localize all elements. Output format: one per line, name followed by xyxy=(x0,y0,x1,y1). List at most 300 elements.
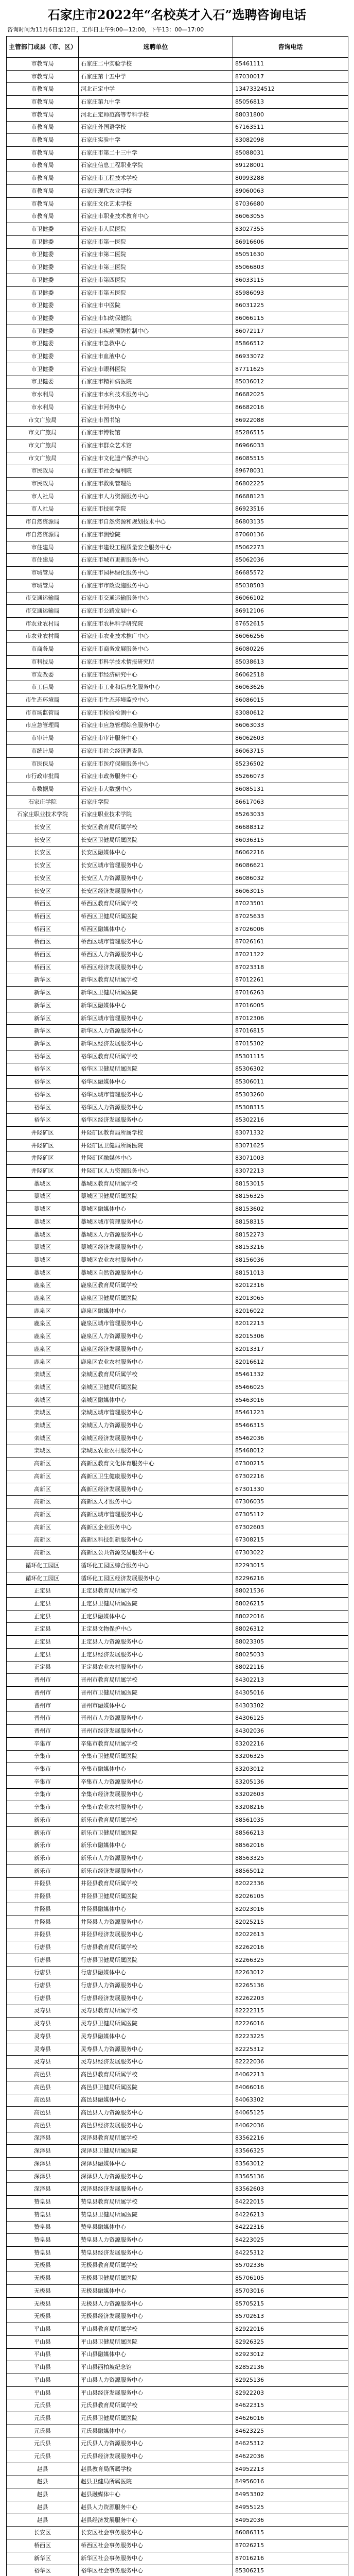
table-row xyxy=(7,1279,348,1292)
row-phone: 85303260 xyxy=(233,1088,348,1101)
row-unit: 长安区城市管理服务中心 xyxy=(79,859,233,872)
table-row xyxy=(7,1496,348,1509)
table-row xyxy=(7,503,348,516)
row-phone: 85705215 xyxy=(233,2297,348,2310)
table-row xyxy=(7,159,348,172)
table-row xyxy=(7,2183,348,2196)
row-phone: 82262016 xyxy=(233,1941,348,1954)
row-phone: 86066102 xyxy=(233,592,348,605)
row-unit: 高邑县融媒体中心 xyxy=(79,2094,233,2107)
row-dept: 市卫健委 xyxy=(7,350,79,363)
table-row xyxy=(7,1419,348,1432)
row-unit: 石家庄市工业和信息化服务中心 xyxy=(79,681,233,694)
row-phone: 85986093 xyxy=(233,286,348,299)
table-row xyxy=(7,274,348,286)
row-phone: 85306011 xyxy=(233,1076,348,1089)
row-dept: 藁城区 xyxy=(7,1203,79,1216)
table-row xyxy=(7,2514,348,2527)
table-row xyxy=(7,668,348,681)
row-dept: 市卫健委 xyxy=(7,248,79,261)
row-dept: 平山县 xyxy=(7,2374,79,2386)
row-unit: 河北正定中学 xyxy=(79,83,233,96)
row-dept: 无极县 xyxy=(7,2259,79,2272)
table-row xyxy=(7,1368,348,1381)
row-dept: 市卫健委 xyxy=(7,223,79,236)
row-unit: 石家庄第九中学 xyxy=(79,96,233,109)
row-unit: 新乐市卫健局所属医院 xyxy=(79,1826,233,1839)
row-phone: 86688312 xyxy=(233,821,348,834)
row-phone: 85056813 xyxy=(233,96,348,109)
row-phone: 86072117 xyxy=(233,325,348,337)
row-phone: 82263012 xyxy=(233,1967,348,1979)
row-dept: 市教育局 xyxy=(7,185,79,198)
row-phone: 82262203 xyxy=(233,1992,348,2005)
row-dept: 市卫健委 xyxy=(7,312,79,325)
table-row xyxy=(7,846,348,859)
row-phone: 82222315 xyxy=(233,2005,348,2018)
row-dept: 藁城区 xyxy=(7,1215,79,1228)
row-dept: 井陉矿区 xyxy=(7,1139,79,1152)
row-dept: 桥西区 xyxy=(7,923,79,936)
row-dept: 元氏县 xyxy=(7,2399,79,2412)
row-phone: 83203012 xyxy=(233,1763,348,1776)
row-unit: 平山县西柏坡纪念馆 xyxy=(79,2361,233,2374)
row-unit: 无极县卫健局所属医院 xyxy=(79,2272,233,2285)
row-dept: 新乐市 xyxy=(7,1839,79,1852)
row-unit: 石家庄市群众艺术馆 xyxy=(79,439,233,452)
row-unit: 正定县卫健局所属医院 xyxy=(79,1598,233,1611)
row-phone: 88156325 xyxy=(233,1190,348,1203)
row-dept: 无极县 xyxy=(7,2310,79,2323)
row-unit: 裕华区教育局所属学校 xyxy=(79,1050,233,1063)
row-dept: 元氏县 xyxy=(7,2437,79,2450)
table-row xyxy=(7,1852,348,1865)
row-dept: 行唐县 xyxy=(7,1992,79,2005)
row-phone: 82013317 xyxy=(233,1343,348,1356)
row-phone: 84062213 xyxy=(233,2069,348,2081)
table-row xyxy=(7,1788,348,1801)
row-phone: 84223025 xyxy=(233,2234,348,2247)
row-dept: 高邑县 xyxy=(7,2069,79,2081)
row-unit: 新华区融媒体中心 xyxy=(79,999,233,1012)
row-unit: 石家庄市科学技术情报研究所 xyxy=(79,656,233,669)
table-row xyxy=(7,1916,348,1928)
table-row xyxy=(7,2386,348,2399)
row-phone: 67302603 xyxy=(233,1521,348,1534)
table-row xyxy=(7,1458,348,1470)
row-unit: 新乐市人力资源服务中心 xyxy=(79,1852,233,1865)
row-unit: 井陉县教育局所属学校 xyxy=(79,1877,233,1890)
row-dept: 藁城区 xyxy=(7,1241,79,1254)
row-unit: 石家庄二中实验学校 xyxy=(79,58,233,71)
row-unit: 石家庄市医疗保障服务中心 xyxy=(79,757,233,770)
row-phone: 85466315 xyxy=(233,1419,348,1432)
row-dept: 赞皇县 xyxy=(7,2196,79,2209)
row-dept: 辛集市 xyxy=(7,1775,79,1788)
row-dept: 市住建局 xyxy=(7,541,79,554)
row-dept: 市教育局 xyxy=(7,121,79,134)
row-unit: 新华区卫健局所属医院 xyxy=(79,987,233,999)
row-unit: 正定县人力资源服务中心 xyxy=(79,1636,233,1649)
row-phone: 84225312 xyxy=(233,2246,348,2259)
contact-table xyxy=(6,36,348,2576)
row-unit: 石家庄市测绘院 xyxy=(79,529,233,541)
table-row xyxy=(7,1292,348,1305)
row-phone: 88153216 xyxy=(233,1241,348,1254)
row-unit: 栾城区融媒体中心 xyxy=(79,1394,233,1406)
row-dept: 市教育局 xyxy=(7,134,79,147)
row-unit: 元氏县融媒体中心 xyxy=(79,2425,233,2437)
row-dept: 高新区 xyxy=(7,1534,79,1547)
row-phone: 86086621 xyxy=(233,859,348,872)
row-phone: 89678031 xyxy=(233,465,348,478)
row-unit: 石家庄市工程技术学校 xyxy=(79,172,233,185)
row-phone: 82925136 xyxy=(233,2374,348,2386)
row-dept: 栾城区 xyxy=(7,1394,79,1406)
row-unit: 裕华区卫健局所属医院 xyxy=(79,1063,233,1076)
row-unit: 晋州市经济发展服务中心 xyxy=(79,1725,233,1738)
table-row xyxy=(7,185,348,198)
row-unit: 井陉矿区人力资源服务中心 xyxy=(79,1165,233,1178)
row-unit: 藁城区教育局所属学校 xyxy=(79,1177,233,1190)
row-phone: 84222316 xyxy=(233,2221,348,2234)
row-phone: 87012261 xyxy=(233,974,348,987)
row-unit: 石家庄市应急管理综合服务中心 xyxy=(79,719,233,732)
row-unit: 藁城区人力资源服务中心 xyxy=(79,1228,233,1241)
row-unit: 辛集市人力资源服务中心 xyxy=(79,1775,233,1788)
table-row xyxy=(7,1254,348,1267)
row-unit: 赞皇县卫健局所属医院 xyxy=(79,2208,233,2221)
row-phone: 87652615 xyxy=(233,617,348,630)
table-row xyxy=(7,1317,348,1330)
table-row xyxy=(7,2348,348,2361)
row-unit: 正定县融媒体中心 xyxy=(79,1610,233,1623)
row-unit: 石家庄市疾病预防控制中心 xyxy=(79,325,233,337)
row-phone: 86086315 xyxy=(233,2527,348,2539)
row-unit: 高新区人才服务中心 xyxy=(79,1496,233,1509)
table-row xyxy=(7,1139,348,1152)
row-phone: 67302216 xyxy=(233,1470,348,1483)
row-dept: 藁城区 xyxy=(7,1177,79,1190)
row-unit: 循环化工园区经济发展服务中心 xyxy=(79,1572,233,1585)
row-unit: 深泽县融媒体中心 xyxy=(79,2158,233,2171)
row-unit: 辛集市融媒体中心 xyxy=(79,1763,233,1776)
row-unit: 藁城区经济发展服务中心 xyxy=(79,1241,233,1254)
row-dept: 赞皇县 xyxy=(7,2208,79,2221)
row-unit: 石家庄市人民医院 xyxy=(79,223,233,236)
row-phone: 85066803 xyxy=(233,261,348,274)
table-row xyxy=(7,1406,348,1419)
row-dept: 桥西区 xyxy=(7,2539,79,2552)
table-row xyxy=(7,744,348,757)
row-unit: 长安区人力资源服务中心 xyxy=(79,872,233,885)
row-dept: 鹿泉区 xyxy=(7,1355,79,1368)
row-unit: 高新区城市管理服务中心 xyxy=(79,1509,233,1521)
table-row xyxy=(7,859,348,872)
row-dept: 藁城区 xyxy=(7,1266,79,1279)
row-phone: 86033115 xyxy=(233,274,348,286)
row-dept: 井陉县 xyxy=(7,1928,79,1941)
row-unit: 新乐市教育局所属学校 xyxy=(79,1814,233,1827)
row-dept: 市生态环境局 xyxy=(7,694,79,707)
table-row xyxy=(7,1699,348,1712)
row-dept: 市交通运输局 xyxy=(7,605,79,618)
row-phone: 84622036 xyxy=(233,2450,348,2463)
table-row xyxy=(7,592,348,605)
row-unit: 井陉县经济发展服务中心 xyxy=(79,1928,233,1941)
row-phone: 87026006 xyxy=(233,923,348,936)
row-phone: 83206325 xyxy=(233,1750,348,1763)
row-unit: 裕华区经济发展服务中心 xyxy=(79,1114,233,1127)
row-dept: 无极县 xyxy=(7,2297,79,2310)
row-phone: 89060063 xyxy=(233,185,348,198)
table-row xyxy=(7,2399,348,2412)
row-phone: 86066115 xyxy=(233,312,348,325)
row-dept: 深泽县 xyxy=(7,2170,79,2183)
row-phone: 86062216 xyxy=(233,846,348,859)
row-phone: 87016815 xyxy=(233,1025,348,1038)
table-row xyxy=(7,2259,348,2272)
row-unit: 新华区社会事务服务中心 xyxy=(79,2552,233,2565)
row-unit: 藁城区自然资源服务中心 xyxy=(79,1266,233,1279)
row-phone: 67303022 xyxy=(233,1547,348,1560)
row-unit: 赞皇县人力资源服务中心 xyxy=(79,2234,233,2247)
row-dept: 鹿泉区 xyxy=(7,1292,79,1305)
row-unit: 藁城区融媒体中心 xyxy=(79,1203,233,1216)
row-dept: 元氏县 xyxy=(7,2450,79,2463)
row-dept: 裕华区 xyxy=(7,1076,79,1089)
table-row xyxy=(7,1725,348,1738)
row-dept: 市教育局 xyxy=(7,58,79,71)
table-row xyxy=(7,681,348,694)
row-dept: 行唐县 xyxy=(7,1979,79,1992)
row-phone: 86688123 xyxy=(233,490,348,503)
row-dept: 赵县 xyxy=(7,2463,79,2476)
row-phone: 83071625 xyxy=(233,1139,348,1152)
row-dept: 灵寿县 xyxy=(7,2056,79,2069)
header-phone: 咨询电话 xyxy=(233,37,348,58)
row-unit: 行唐县卫健局所属医院 xyxy=(79,1954,233,1967)
table-row xyxy=(7,923,348,936)
table-row xyxy=(7,1190,348,1203)
table-row xyxy=(7,1547,348,1560)
row-dept: 深泽县 xyxy=(7,2132,79,2145)
row-unit: 灵寿县卫健局所属医院 xyxy=(79,2018,233,2030)
row-phone: 86912106 xyxy=(233,605,348,618)
row-phone: 83080612 xyxy=(233,706,348,719)
row-unit: 赞皇县经济发展服务中心 xyxy=(79,2246,233,2259)
row-phone: 87711625 xyxy=(233,363,348,376)
table-row xyxy=(7,974,348,987)
table-row xyxy=(7,1483,348,1496)
row-unit: 新华区经济发展服务中心 xyxy=(79,1038,233,1050)
table-row xyxy=(7,2297,348,2310)
row-dept: 灵寿县 xyxy=(7,2005,79,2018)
row-unit: 井陉县融媒体中心 xyxy=(79,1903,233,1916)
row-unit: 栾城区教育局所属学校 xyxy=(79,1368,233,1381)
row-unit: 长安区卫健局所属医院 xyxy=(79,834,233,846)
row-phone: 88025033 xyxy=(233,1648,348,1661)
row-dept: 辛集市 xyxy=(7,1788,79,1801)
table-row xyxy=(7,1801,348,1814)
row-dept: 新华区 xyxy=(7,999,79,1012)
row-dept: 市文广旅局 xyxy=(7,452,79,465)
row-unit: 赵县教育局所属学校 xyxy=(79,2463,233,2476)
row-dept: 新华区 xyxy=(7,1038,79,1050)
row-unit: 赵县卫健局所属医院 xyxy=(79,2476,233,2488)
row-dept: 鹿泉区 xyxy=(7,1343,79,1356)
row-dept: 市卫健委 xyxy=(7,261,79,274)
row-unit: 石家庄市博物馆 xyxy=(79,427,233,439)
row-dept: 市城管局 xyxy=(7,567,79,580)
table-row xyxy=(7,427,348,439)
table-row xyxy=(7,1215,348,1228)
row-unit: 新华区教育局所属学校 xyxy=(79,974,233,987)
row-phone: 85062036 xyxy=(233,554,348,567)
table-row xyxy=(7,2043,348,2056)
row-unit: 正定县经济发展服务中心 xyxy=(79,1648,233,1661)
row-dept: 市水利局 xyxy=(7,401,79,414)
row-dept: 无极县 xyxy=(7,2272,79,2285)
row-phone: 88152273 xyxy=(233,1228,348,1241)
row-unit: 石家庄市生态环境监控中心 xyxy=(79,694,233,707)
row-unit: 赵县融媒体中心 xyxy=(79,2488,233,2501)
row-phone: 84302213 xyxy=(233,1674,348,1687)
row-unit: 桥西区经济发展服务中心 xyxy=(79,961,233,974)
row-unit: 石家庄市经济研究中心 xyxy=(79,668,233,681)
row-unit: 高邑县经济发展服务中心 xyxy=(79,2119,233,2132)
row-phone: 82226016 xyxy=(233,2018,348,2030)
row-phone: 82296216 xyxy=(233,1572,348,1585)
table-header-row xyxy=(7,37,348,58)
row-phone: 86063033 xyxy=(233,719,348,732)
table-row xyxy=(7,197,348,210)
table-row xyxy=(7,2552,348,2565)
row-dept: 市科技局 xyxy=(7,656,79,669)
row-phone: 85703016 xyxy=(233,2285,348,2298)
row-phone: 67301330 xyxy=(233,1483,348,1496)
table-row xyxy=(7,2488,348,2501)
row-dept: 市文广旅局 xyxy=(7,414,79,427)
row-unit: 石家庄市职业技术教育中心 xyxy=(79,210,233,223)
row-phone: 84955125 xyxy=(233,2501,348,2514)
row-dept: 市应急管理局 xyxy=(7,719,79,732)
row-dept: 桥西区 xyxy=(7,897,79,910)
table-row xyxy=(7,1177,348,1190)
row-phone: 84303302 xyxy=(233,1699,348,1712)
row-phone: 84622315 xyxy=(233,2399,348,2412)
table-row xyxy=(7,1954,348,1967)
table-row xyxy=(7,719,348,732)
table-row xyxy=(7,1674,348,1687)
table-row xyxy=(7,1750,348,1763)
table-row xyxy=(7,1636,348,1649)
row-dept: 桥西区 xyxy=(7,948,79,961)
row-phone: 87026161 xyxy=(233,936,348,948)
row-phone: 86063015 xyxy=(233,885,348,897)
row-dept: 市卫健委 xyxy=(7,325,79,337)
row-unit: 石家庄市第二医院 xyxy=(79,248,233,261)
row-unit: 井陉县卫健局所属医院 xyxy=(79,1890,233,1903)
row-phone: 85036012 xyxy=(233,376,348,388)
table-row xyxy=(7,2501,348,2514)
row-phone: 85866512 xyxy=(233,337,348,350)
table-row xyxy=(7,948,348,961)
row-phone: 88026215 xyxy=(233,1598,348,1611)
table-row xyxy=(7,1814,348,1827)
row-unit: 石家庄市交通运输服务中心 xyxy=(79,592,233,605)
table-row xyxy=(7,1127,348,1140)
row-phone: 86922088 xyxy=(233,414,348,427)
row-dept: 藁城区 xyxy=(7,1228,79,1241)
table-row xyxy=(7,134,348,147)
table-row xyxy=(7,567,348,580)
row-unit: 灵寿县融媒体中心 xyxy=(79,2030,233,2043)
row-dept: 市自然资源局 xyxy=(7,529,79,541)
table-row xyxy=(7,2069,348,2081)
row-dept: 深泽县 xyxy=(7,2145,79,2158)
row-phone: 67306035 xyxy=(233,1496,348,1509)
table-row xyxy=(7,1928,348,1941)
row-phone: 87016216 xyxy=(233,2552,348,2565)
row-phone: 88566213 xyxy=(233,1826,348,1839)
row-phone: 82012316 xyxy=(233,1279,348,1292)
table-row xyxy=(7,1470,348,1483)
table-row xyxy=(7,2272,348,2285)
row-dept: 新乐市 xyxy=(7,1852,79,1865)
table-row xyxy=(7,2030,348,2043)
row-phone: 84062036 xyxy=(233,2119,348,2132)
table-row xyxy=(7,1712,348,1725)
row-unit: 无极县人力资源服务中心 xyxy=(79,2297,233,2310)
row-dept: 赞皇县 xyxy=(7,2221,79,2234)
table-row xyxy=(7,172,348,185)
row-unit: 行唐县经济发展服务中心 xyxy=(79,1992,233,2005)
row-dept: 辛集市 xyxy=(7,1763,79,1776)
row-unit: 行唐县人力资源服务中心 xyxy=(79,1979,233,1992)
row-unit: 裕华区城市管理服务中心 xyxy=(79,1088,233,1101)
row-phone: 85038503 xyxy=(233,579,348,592)
table-row xyxy=(7,1165,348,1178)
row-phone: 85306302 xyxy=(233,1063,348,1076)
row-dept: 高新区 xyxy=(7,1496,79,1509)
table-row xyxy=(7,401,348,414)
row-phone: 88156036 xyxy=(233,1254,348,1267)
row-phone: 85702613 xyxy=(233,2310,348,2323)
table-row xyxy=(7,1737,348,1750)
row-dept: 正定县 xyxy=(7,1648,79,1661)
table-row xyxy=(7,1101,348,1114)
table-row xyxy=(7,2221,348,2234)
row-unit: 深泽县教育局所属学校 xyxy=(79,2132,233,2145)
row-phone: 67305112 xyxy=(233,1509,348,1521)
row-phone: 85266073 xyxy=(233,770,348,783)
row-dept: 市教育局 xyxy=(7,96,79,109)
row-dept: 栾城区 xyxy=(7,1381,79,1394)
table-row xyxy=(7,96,348,109)
row-dept: 高邑县 xyxy=(7,2107,79,2120)
row-unit: 石家庄现代农业学校 xyxy=(79,185,233,198)
row-phone: 83027355 xyxy=(233,223,348,236)
row-dept: 井陉县 xyxy=(7,1916,79,1928)
row-phone: 85308315 xyxy=(233,1101,348,1114)
row-dept: 栾城区 xyxy=(7,1445,79,1458)
table-row xyxy=(7,1610,348,1623)
row-dept: 行唐县 xyxy=(7,1967,79,1979)
row-unit: 辛集市经济发展服务中心 xyxy=(79,1788,233,1801)
row-unit: 石家庄市水利技术服务中心 xyxy=(79,388,233,401)
row-dept: 灵寿县 xyxy=(7,2043,79,2056)
